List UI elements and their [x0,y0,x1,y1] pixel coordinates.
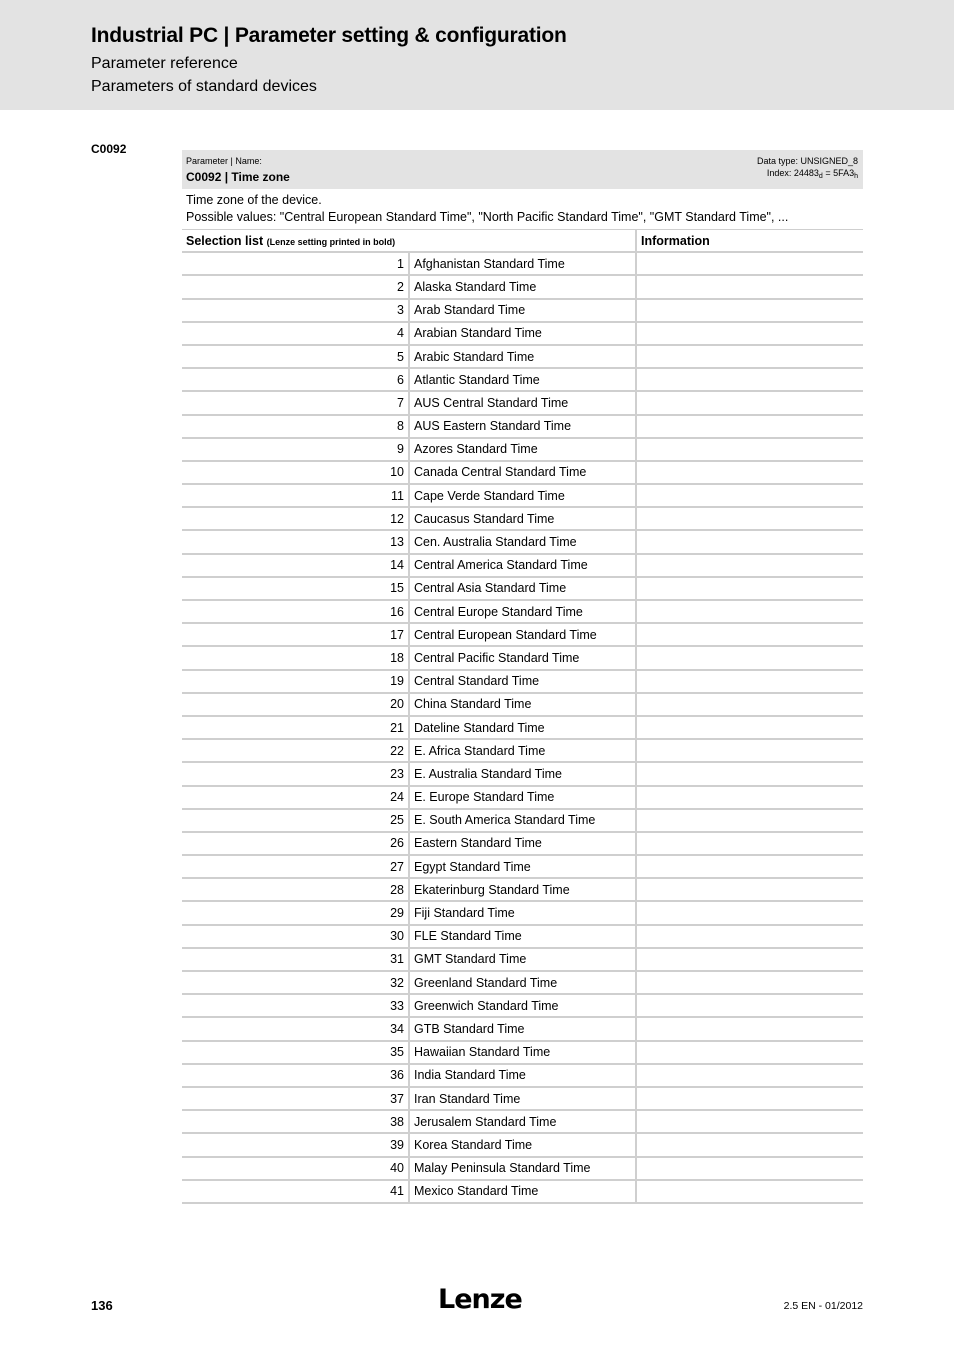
row-time-zone-name: Alaska Standard Time [409,275,636,298]
row-number: 9 [182,438,409,461]
row-number: 41 [182,1180,409,1203]
row-information [636,693,863,716]
table-row [182,461,863,484]
table-row [182,391,863,414]
row-number: 40 [182,1157,409,1180]
row-number: 33 [182,994,409,1017]
row-information [636,1133,863,1156]
parameter-code-margin: C0092 [91,142,127,156]
row-time-zone-name: Jerusalem Standard Time [409,1110,636,1133]
row-time-zone-name: Greenwich Standard Time [409,994,636,1017]
index-mid: = 5FA3 [822,168,855,178]
table-row [182,275,863,298]
row-number: 27 [182,855,409,878]
row-information [636,600,863,623]
table-row [182,1157,863,1180]
table-row [182,1133,863,1156]
row-information [636,1110,863,1133]
information-header: Information [636,230,863,253]
row-time-zone-name: Hawaiian Standard Time [409,1041,636,1064]
row-information [636,971,863,994]
row-information [636,948,863,971]
selection-list-header-note: (Lenze setting printed in bold) [266,236,396,247]
row-information [636,345,863,368]
row-information [636,322,863,345]
parameter-data-type: Data type: UNSIGNED_8 [756,156,858,166]
table-row [182,901,863,924]
table-row [182,507,863,530]
row-number: 4 [182,322,409,345]
row-information [636,925,863,948]
row-time-zone-name: AUS Eastern Standard Time [409,415,636,438]
row-information [636,1157,863,1180]
parameter-label: Parameter | Name: [186,156,262,166]
row-time-zone-name: Malay Peninsula Standard Time [409,1157,636,1180]
row-number: 3 [182,299,409,322]
row-information [636,299,863,322]
table-body [182,252,863,1203]
row-time-zone-name: Dateline Standard Time [409,716,636,739]
row-information [636,252,863,275]
row-information [636,1041,863,1064]
row-number: 31 [182,948,409,971]
row-information [636,832,863,855]
page-number: 136 [91,1298,113,1313]
row-information [636,739,863,762]
row-time-zone-name: Arabian Standard Time [409,322,636,345]
row-time-zone-name: Eastern Standard Time [409,832,636,855]
table-row [182,855,863,878]
row-time-zone-name: GTB Standard Time [409,1017,636,1040]
row-time-zone-name: Arabic Standard Time [409,345,636,368]
page-subtitle-subsection: Parameters of standard devices [91,78,317,95]
row-time-zone-name: Central America Standard Time [409,554,636,577]
row-number: 26 [182,832,409,855]
row-information [636,716,863,739]
table-row [182,530,863,553]
row-time-zone-name: Mexico Standard Time [409,1180,636,1203]
row-number: 1 [182,252,409,275]
row-time-zone-name: Central Standard Time [409,670,636,693]
row-information [636,507,863,530]
row-number: 2 [182,275,409,298]
row-information [636,855,863,878]
table-row [182,252,863,275]
row-number: 5 [182,345,409,368]
row-time-zone-name: Arab Standard Time [409,299,636,322]
row-number: 38 [182,1110,409,1133]
row-time-zone-name: AUS Central Standard Time [409,391,636,414]
table-row [182,623,863,646]
row-time-zone-name: Azores Standard Time [409,438,636,461]
row-number: 6 [182,368,409,391]
row-time-zone-name: E. Africa Standard Time [409,739,636,762]
document-version: 2.5 EN - 01/2012 [783,1300,863,1312]
parameter-index [767,168,858,180]
row-time-zone-name: Central Europe Standard Time [409,600,636,623]
row-number: 10 [182,461,409,484]
row-time-zone-name: E. South America Standard Time [409,809,636,832]
row-information [636,762,863,785]
row-information [636,901,863,924]
row-time-zone-name: Egypt Standard Time [409,855,636,878]
row-number: 15 [182,577,409,600]
row-number: 18 [182,646,409,669]
row-time-zone-name: Ekaterinburg Standard Time [409,878,636,901]
row-number: 22 [182,739,409,762]
row-number: 8 [182,415,409,438]
row-information [636,391,863,414]
table-row [182,716,863,739]
description-line-1: Time zone of the device. [186,193,322,207]
row-information [636,461,863,484]
row-time-zone-name: Cape Verde Standard Time [409,484,636,507]
row-information [636,1180,863,1203]
row-information [636,275,863,298]
row-information [636,415,863,438]
row-information [636,1087,863,1110]
parameter-name: C0092 | Time zone [186,170,290,184]
row-number: 17 [182,623,409,646]
table-row [182,415,863,438]
table-row [182,484,863,507]
row-number: 20 [182,693,409,716]
selection-list-table [182,229,863,1204]
table-row [182,438,863,461]
table-row [182,994,863,1017]
table-row [182,1017,863,1040]
table-row [182,1041,863,1064]
row-time-zone-name: Central Asia Standard Time [409,577,636,600]
table-row [182,809,863,832]
row-time-zone-name: Fiji Standard Time [409,901,636,924]
table-row [182,832,863,855]
table-row [182,878,863,901]
page-title: Industrial PC | Parameter setting & configuration [91,24,567,47]
row-time-zone-name: Greenland Standard Time [409,971,636,994]
row-time-zone-name: E. Europe Standard Time [409,786,636,809]
index-sub-h: h [854,173,858,180]
row-number: 35 [182,1041,409,1064]
table-row [182,693,863,716]
table-row [182,345,863,368]
row-number: 21 [182,716,409,739]
row-time-zone-name: Canada Central Standard Time [409,461,636,484]
row-information [636,878,863,901]
row-information [636,484,863,507]
row-information [636,1017,863,1040]
row-number: 39 [182,1133,409,1156]
row-time-zone-name: Cen. Australia Standard Time [409,530,636,553]
row-time-zone-name: Atlantic Standard Time [409,368,636,391]
table-row [182,600,863,623]
selection-list-header [182,230,636,253]
row-number: 13 [182,530,409,553]
row-number: 23 [182,762,409,785]
parameter-header-box [182,150,863,189]
table-row [182,762,863,785]
row-information [636,646,863,669]
row-time-zone-name: China Standard Time [409,693,636,716]
table-header-row [182,230,863,253]
row-information [636,786,863,809]
row-number: 19 [182,670,409,693]
row-number: 24 [182,786,409,809]
row-number: 28 [182,878,409,901]
row-number: 11 [182,484,409,507]
table-row [182,739,863,762]
row-time-zone-name: Korea Standard Time [409,1133,636,1156]
table-row [182,670,863,693]
table-row [182,971,863,994]
row-information [636,577,863,600]
table-row [182,646,863,669]
table-row [182,786,863,809]
row-time-zone-name: FLE Standard Time [409,925,636,948]
row-number: 30 [182,925,409,948]
table-row [182,1064,863,1087]
selection-list-header-label: Selection list [186,233,264,248]
row-time-zone-name: India Standard Time [409,1064,636,1087]
row-information [636,994,863,1017]
index-prefix: Index: 24483 [766,168,819,178]
row-number: 14 [182,554,409,577]
table-row [182,1180,863,1203]
table-row [182,368,863,391]
row-number: 32 [182,971,409,994]
row-time-zone-name: GMT Standard Time [409,948,636,971]
row-information [636,438,863,461]
lenze-logo: Lenze [438,1284,522,1315]
row-information [636,368,863,391]
row-number: 25 [182,809,409,832]
row-number: 12 [182,507,409,530]
table-row [182,577,863,600]
row-time-zone-name: Central European Standard Time [409,623,636,646]
table-row [182,925,863,948]
row-time-zone-name: Afghanistan Standard Time [409,252,636,275]
table-row [182,299,863,322]
row-number: 36 [182,1064,409,1087]
table-row [182,554,863,577]
table-row [182,948,863,971]
row-number: 16 [182,600,409,623]
row-information [636,1064,863,1087]
row-information [636,670,863,693]
row-number: 34 [182,1017,409,1040]
row-number: 29 [182,901,409,924]
table-row [182,1087,863,1110]
description-line-2: Possible values: "Central European Standard Time", "North Pacific Standard Time", "GMT Standard Time", ... [186,210,789,224]
row-information [636,554,863,577]
row-time-zone-name: Iran Standard Time [409,1087,636,1110]
index-sub-d: d [818,173,823,180]
row-time-zone-name: E. Australia Standard Time [409,762,636,785]
page-subtitle-section: Parameter reference [91,55,238,72]
row-information [636,623,863,646]
row-time-zone-name: Central Pacific Standard Time [409,646,636,669]
row-number: 37 [182,1087,409,1110]
row-information [636,809,863,832]
row-time-zone-name: Caucasus Standard Time [409,507,636,530]
table-row [182,322,863,345]
row-information [636,530,863,553]
row-number: 7 [182,391,409,414]
table-row [182,1110,863,1133]
